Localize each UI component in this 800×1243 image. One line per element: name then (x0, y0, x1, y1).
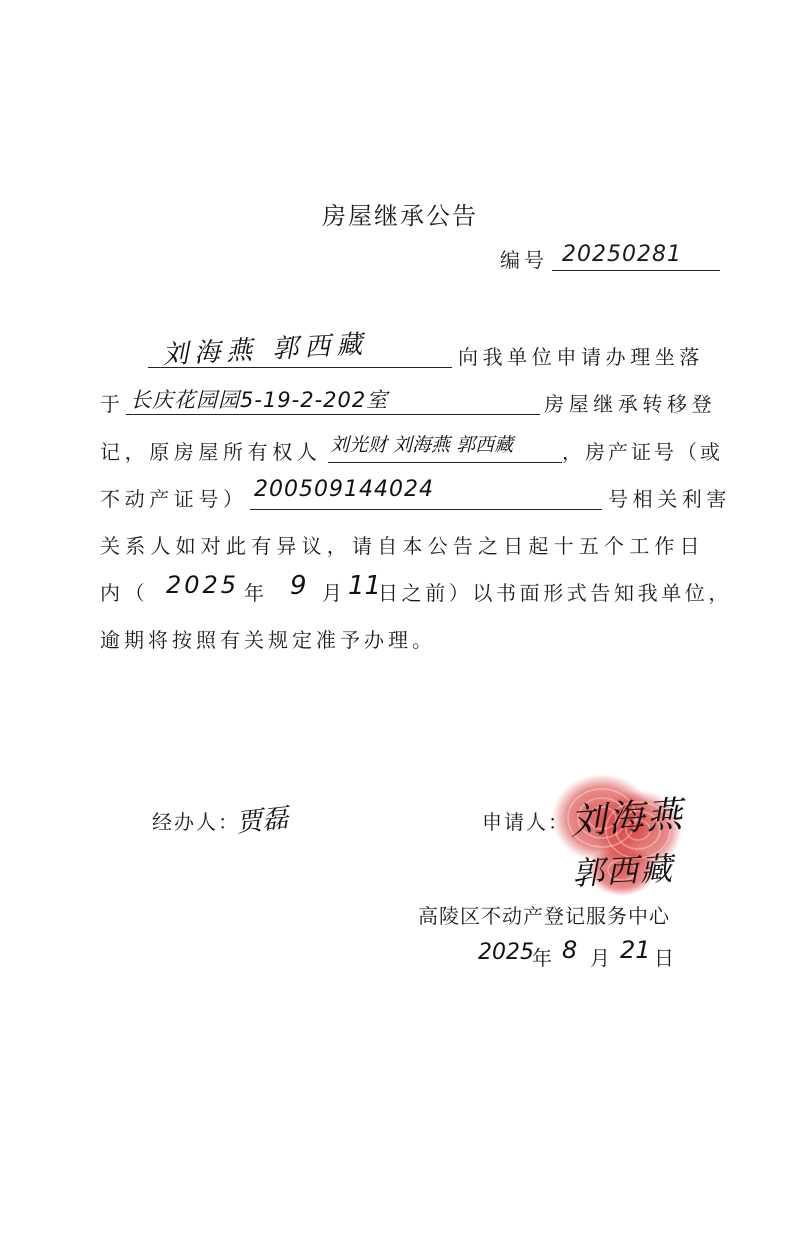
body-line-6-d: 日之前）以书面形式告知我单位， (378, 581, 732, 605)
issue-date-day: 21 (620, 936, 651, 964)
issue-date-day-label: 日 (654, 946, 676, 970)
document-number-value: 20250281 (562, 242, 682, 267)
body-line-2-prefix: 于 (100, 392, 125, 416)
body-line-3-suffix: ，房产证号（或 (562, 440, 723, 464)
body-line-5-text: 关系人如对此有异议，请自本公告之日起十五个工作日 (100, 534, 705, 558)
body-line-2-suffix: 房屋继承转移登 (544, 392, 717, 416)
body-line-3-prefix: 记，原房屋所有权人 (100, 440, 322, 464)
body-line-7 (100, 624, 720, 658)
body-line-1 (100, 329, 720, 375)
body-line-1-suffix: 向我单位申请办理坐落 (458, 345, 704, 369)
applicant-signature-2: 郭西藏 (571, 849, 676, 893)
body-line-2 (100, 388, 720, 422)
body-line-6-b: 年 (244, 581, 269, 605)
body-line-4-prefix: 不动产证号） (100, 487, 248, 511)
issue-date-month-label: 月 (590, 946, 612, 970)
document-number-label: 编号 (500, 248, 548, 272)
owners-blank (328, 462, 562, 463)
handler-signature: 贾磊 (234, 803, 290, 839)
certificate-blank (250, 509, 602, 510)
document-title: 房屋继承公告 (322, 202, 478, 230)
deadline-day: 11 (348, 571, 382, 601)
applicant-label: 申请人： (482, 810, 570, 834)
owners-handwritten: 刘光财 刘海燕 郭西藏 (330, 434, 514, 456)
issue-date-month: 8 (562, 936, 578, 964)
organization-name: 高陵区不动产登记服务中心 (418, 904, 670, 928)
body-line-5 (100, 530, 720, 564)
address-blank (126, 414, 540, 415)
body-line-4-suffix: 号相关利害 (608, 487, 731, 511)
body-line-4 (100, 477, 731, 517)
deadline-year: 2025 (166, 571, 240, 599)
body-line-6-c: 月 (322, 581, 347, 605)
issue-date-year-label: 年 (532, 946, 554, 970)
deadline-month: 9 (290, 571, 307, 601)
body-line-6-a: 内（ (100, 581, 150, 605)
address-handwritten: 长庆花园园5-19-2-202室 (130, 388, 389, 412)
handler-label: 经办人： (152, 810, 240, 834)
issue-date (478, 936, 698, 974)
applicants-handwritten: 刘海燕 郭西藏 (161, 329, 370, 371)
applicant-signature-1: 刘海燕 (568, 794, 686, 843)
body-line-3 (100, 434, 723, 470)
body-line-7-text: 逾期将按照有关规定准予办理。 (100, 628, 436, 652)
body-line-6 (100, 571, 732, 611)
certificate-handwritten: 200509144024 (254, 477, 434, 502)
issue-date-year: 2025 (478, 940, 534, 965)
